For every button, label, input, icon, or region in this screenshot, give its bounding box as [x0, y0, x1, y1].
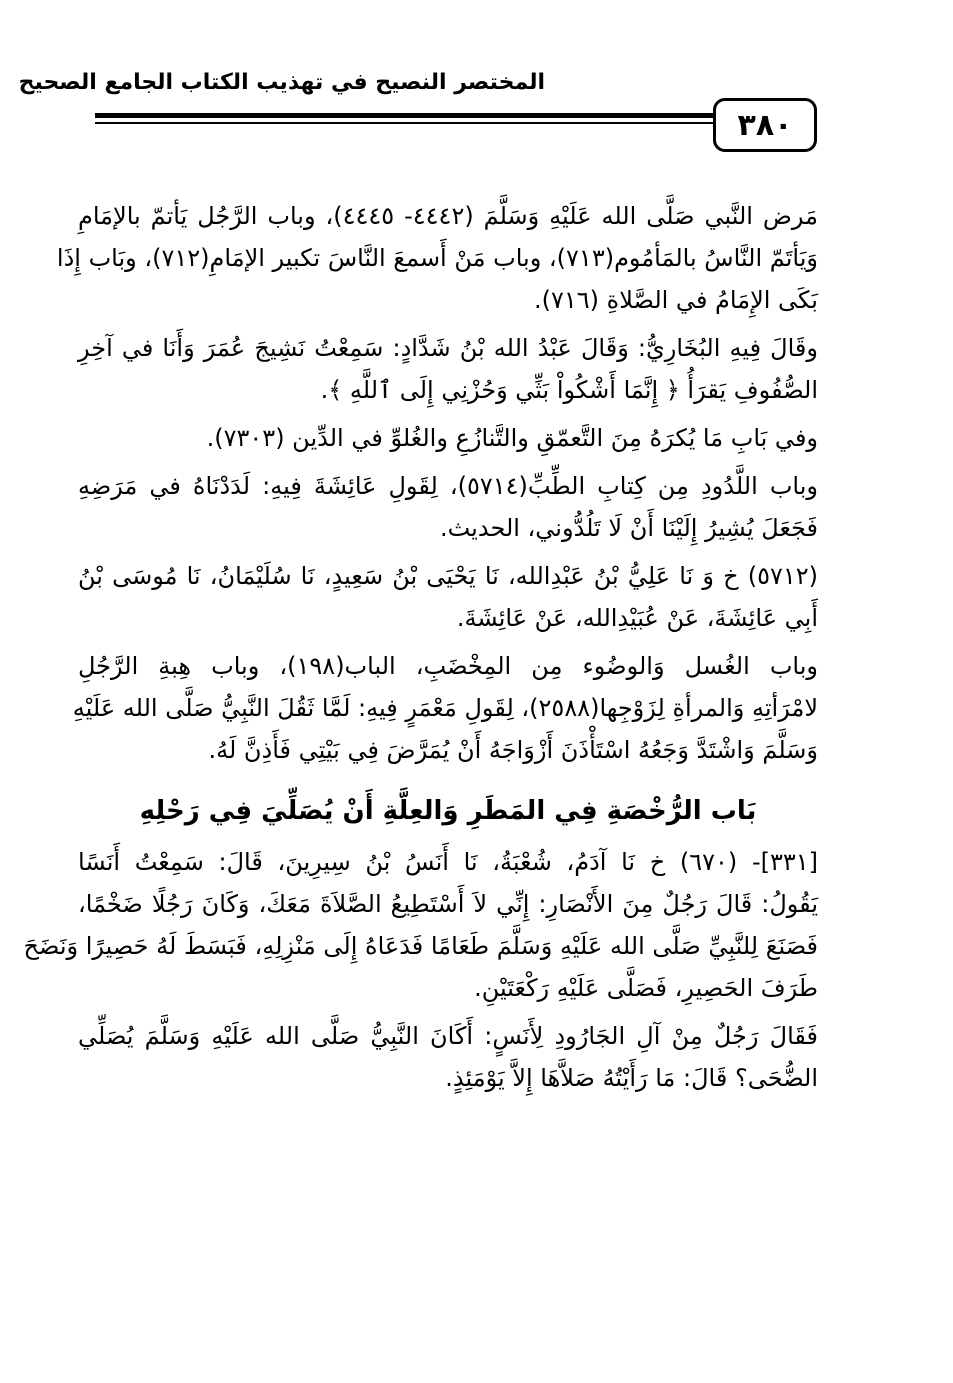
hadith-line: [٣٣١]- (٦٧٠) خ نَا آدَمُ، شُعْبَةُ، نَا أَنَسُ بْنُ سِيرِينَ، قَالَ: سَمِعْتُ أَنَسًا — [78, 848, 819, 876]
text-line: مَرض النَّبي صَلَّى الله عَلَيْهِ وَسَلَّمَ (٤٤٤٢- ٤٤٤٥)، وباب الرَّجُل يَأتمّ بالإمَامِ — [78, 202, 818, 230]
running-title: المختصر النصيح في تهذيب الكتاب الجامع الصحيح — [18, 70, 545, 95]
page-number: ٣٨٠ — [713, 98, 817, 152]
quran-quote-line: الصُّفُوفِ يَقرَأُ ﴿ إِنَّمَا أَشْكُواْ بَثِّي وَحُزْنِي إِلَى ٱللَّهِ ﴾. — [320, 376, 818, 404]
hadith-line: يَقُولُ: قَالَ رَجُلٌ مِنَ الأَنْصَارِ: إِنِّي لاَ أَسْتَطِيعُ الصَّلاَةَ مَعَكَ، وَكَانَ رَجُلًا ضَخْمًا، — [78, 890, 818, 918]
text-line: بَكَى الإِمَامُ في الصَّلاةِ (٧١٦). — [533, 286, 818, 314]
text-line: وفي بَابِ مَا يُكرَهُ مِنَ التَّعمّقِ والتَّنازُعِ والغُلوِّ في الدِّين (٧٣٠٣). — [206, 424, 818, 452]
header-rule-thick — [95, 113, 715, 118]
header-rule-thin — [95, 122, 715, 124]
text-line: وَيَأتَمّ النَّاسُ بالمَأمُوم(٧١٣)، وباب مَنْ أَسمعَ النَّاسَ تكبير الإمَامِ(٧١٢)، وبَاب إِذَا — [56, 244, 818, 272]
text-line: لامْرَأتِهِ وَالمرأةِ لِزَوْجِها(٢٥٨٨)، لِقَولِ مَعْمَرٍ فِيهِ: لَمَّا ثَقُلَ النَّبِيُّ صَلَّى الله عَلَيْهِ — [72, 694, 818, 722]
hadith-line: الضُّحَى؟ قَالَ: مَا رَأَيْتُهُ صَلاَّهَا إِلاَّ يَوْمَئِذٍ. — [445, 1064, 818, 1092]
text-line: وباب اللَّدُودِ مِن كِتابِ الطِّبِّ(٥٧١٤)، لِقَولِ عَائِشَةَ فِيهِ: لَدَدْنَاهُ في مَرَضِهِ — [78, 472, 818, 500]
section-heading: بَاب الرُّخْصَةِ فِي المَطَرِ وَالعِلَّةِ أَنْ يُصَلِّيَ فِي رَحْلِهِ — [139, 796, 757, 826]
page-body — [23, 195, 819, 1099]
hadith-line: فَقَالَ رَجُلٌ مِنْ آلِ الجَارُودِ لِأَنَسٍ: أَكَانَ النَّبِيُّ صَلَّى الله عَلَيْهِ وَسَلَّمَ يُصَلِّي — [78, 1022, 818, 1050]
text-line: أَبِي عَائِشَةَ، عَنْ عُبَيْدِالله، عَنْ عَائِشَةَ. — [456, 604, 818, 632]
text-line: وَسَلَّمَ وَاشْتَدَّ وَجَعُهُ اسْتَأْذَنَ أَزْوَاجَهُ أَنْ يُمَرَّضَ فِي بَيْتِي فَأَذِنَّ لَهُ. — [208, 736, 818, 764]
hadith-line: طَرَفَ الحَصِيرِ، فَصَلَّى عَلَيْهِ رَكْعَتَيْنِ. — [474, 974, 818, 1002]
text-line: (٥٧١٢) خ وَ نَا عَلِيُّ بْنُ عَبْدِالله، نَا يَحْيَى بْنُ سَعِيدٍ، نَا سُلَيْمَانُ، نَا مُوسَى بْنُ — [78, 562, 818, 590]
text-line: فَجَعَلَ يُشِيرُ إِلَيْنَا أَنْ لَا تَلُدُّوني، الحديث. — [439, 514, 818, 542]
text-line: وباب الغُسل وَالوضُوء مِن المِخْضَبِ، الباب(١٩٨)، وباب هِبةِ الرَّجُلِ — [78, 652, 818, 680]
text-line: وقَالَ فِيهِ البُخَارِيُّ: وَقَالَ عَبْدُ الله بْنُ شَدَّادٍ: سَمِعْتُ نَشِيجَ عُمَرَ وَأَنَا في آخِرِ — [78, 334, 818, 362]
hadith-line: فَصَنَعَ لِلنَّبِيِّ صَلَّى الله عَلَيْهِ وَسَلَّمَ طَعَامًا فَدَعَاهُ إِلَى مَنْزِلِهِ، فَبَسَطَ لَهُ حَصِيرًا وَنَضَحَ — [23, 932, 818, 960]
